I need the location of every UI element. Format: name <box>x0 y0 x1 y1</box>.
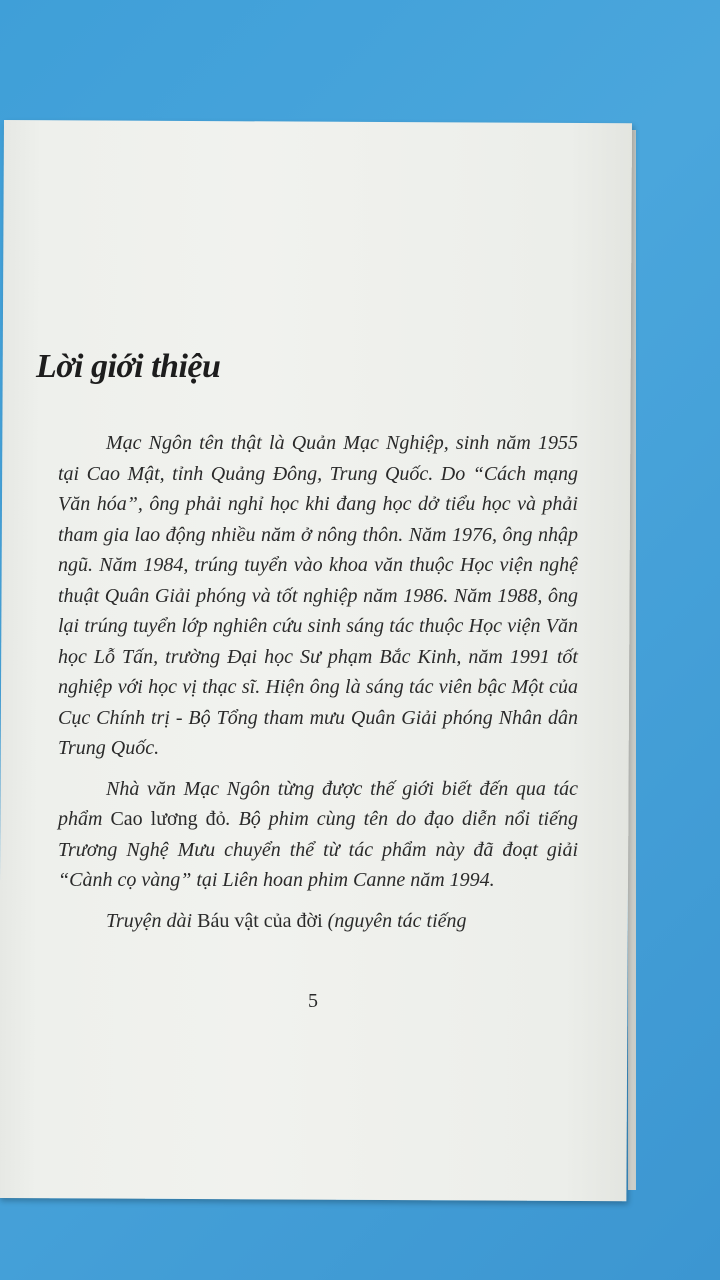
book-title-cao-luong-do: Cao lương đỏ <box>110 808 226 830</box>
paragraph-3-text-a: Truyện dài <box>106 909 198 932</box>
paragraph-3 <box>58 906 578 937</box>
book-title-bau-vat-cua-doi: Báu vật của đời <box>197 909 323 932</box>
page-number: 5 <box>308 990 318 1012</box>
paragraph-1-text: Mạc Ngôn tên thật là Quản Mạc Nghiệp, sinh năm 1955 tại Cao Mật, tỉnh Quảng Đông, Trung Quốc. Do “Cách mạng Văn hóa”, ông phải nghỉ học khi đang học dở tiểu học và phải tham gia lao động nhiều năm ở nông thôn. Năm 1976, ông nhập ngũ. Năm 1984, trúng tuyển vào khoa văn thuộc Học viện nghệ thuật Quân Giải phóng và tốt nghiệp năm 1986. Năm 1988, ông lại trúng tuyển lớp nghiên cứu sinh sáng tác thuộc Học viện Văn học Lỗ Tấn, trường Đại học Sư phạm Bắc Kinh, năm 1991 tốt nghiệp với học vị thạc sĩ. Hiện ông là sáng tác viên bậc Một của Cục Chính trị - Bộ Tổng tham mưu Quân Giải phóng Nhân dân Trung Quốc. <box>58 432 578 759</box>
page-title: Lời giới thiệu <box>36 348 221 385</box>
paragraph-3-text-b: (nguyên tác tiếng <box>322 909 467 932</box>
paragraph-2 <box>58 774 578 896</box>
paragraph-2-text-a: Nhà văn Mạc Ngôn từng được thế giới biết đến qua tác phẩm <box>58 777 578 830</box>
body-text <box>58 428 578 946</box>
paragraph-1 <box>58 428 578 764</box>
paragraph-2-text-b: . Bộ phim cùng tên do đạo diễn nổi tiếng Trương Nghệ Mưu chuyển thể từ tác phẩm này đã đoạt giải “Cành cọ vàng” tại Liên hoan phim Canne năm 1994. <box>58 808 578 891</box>
